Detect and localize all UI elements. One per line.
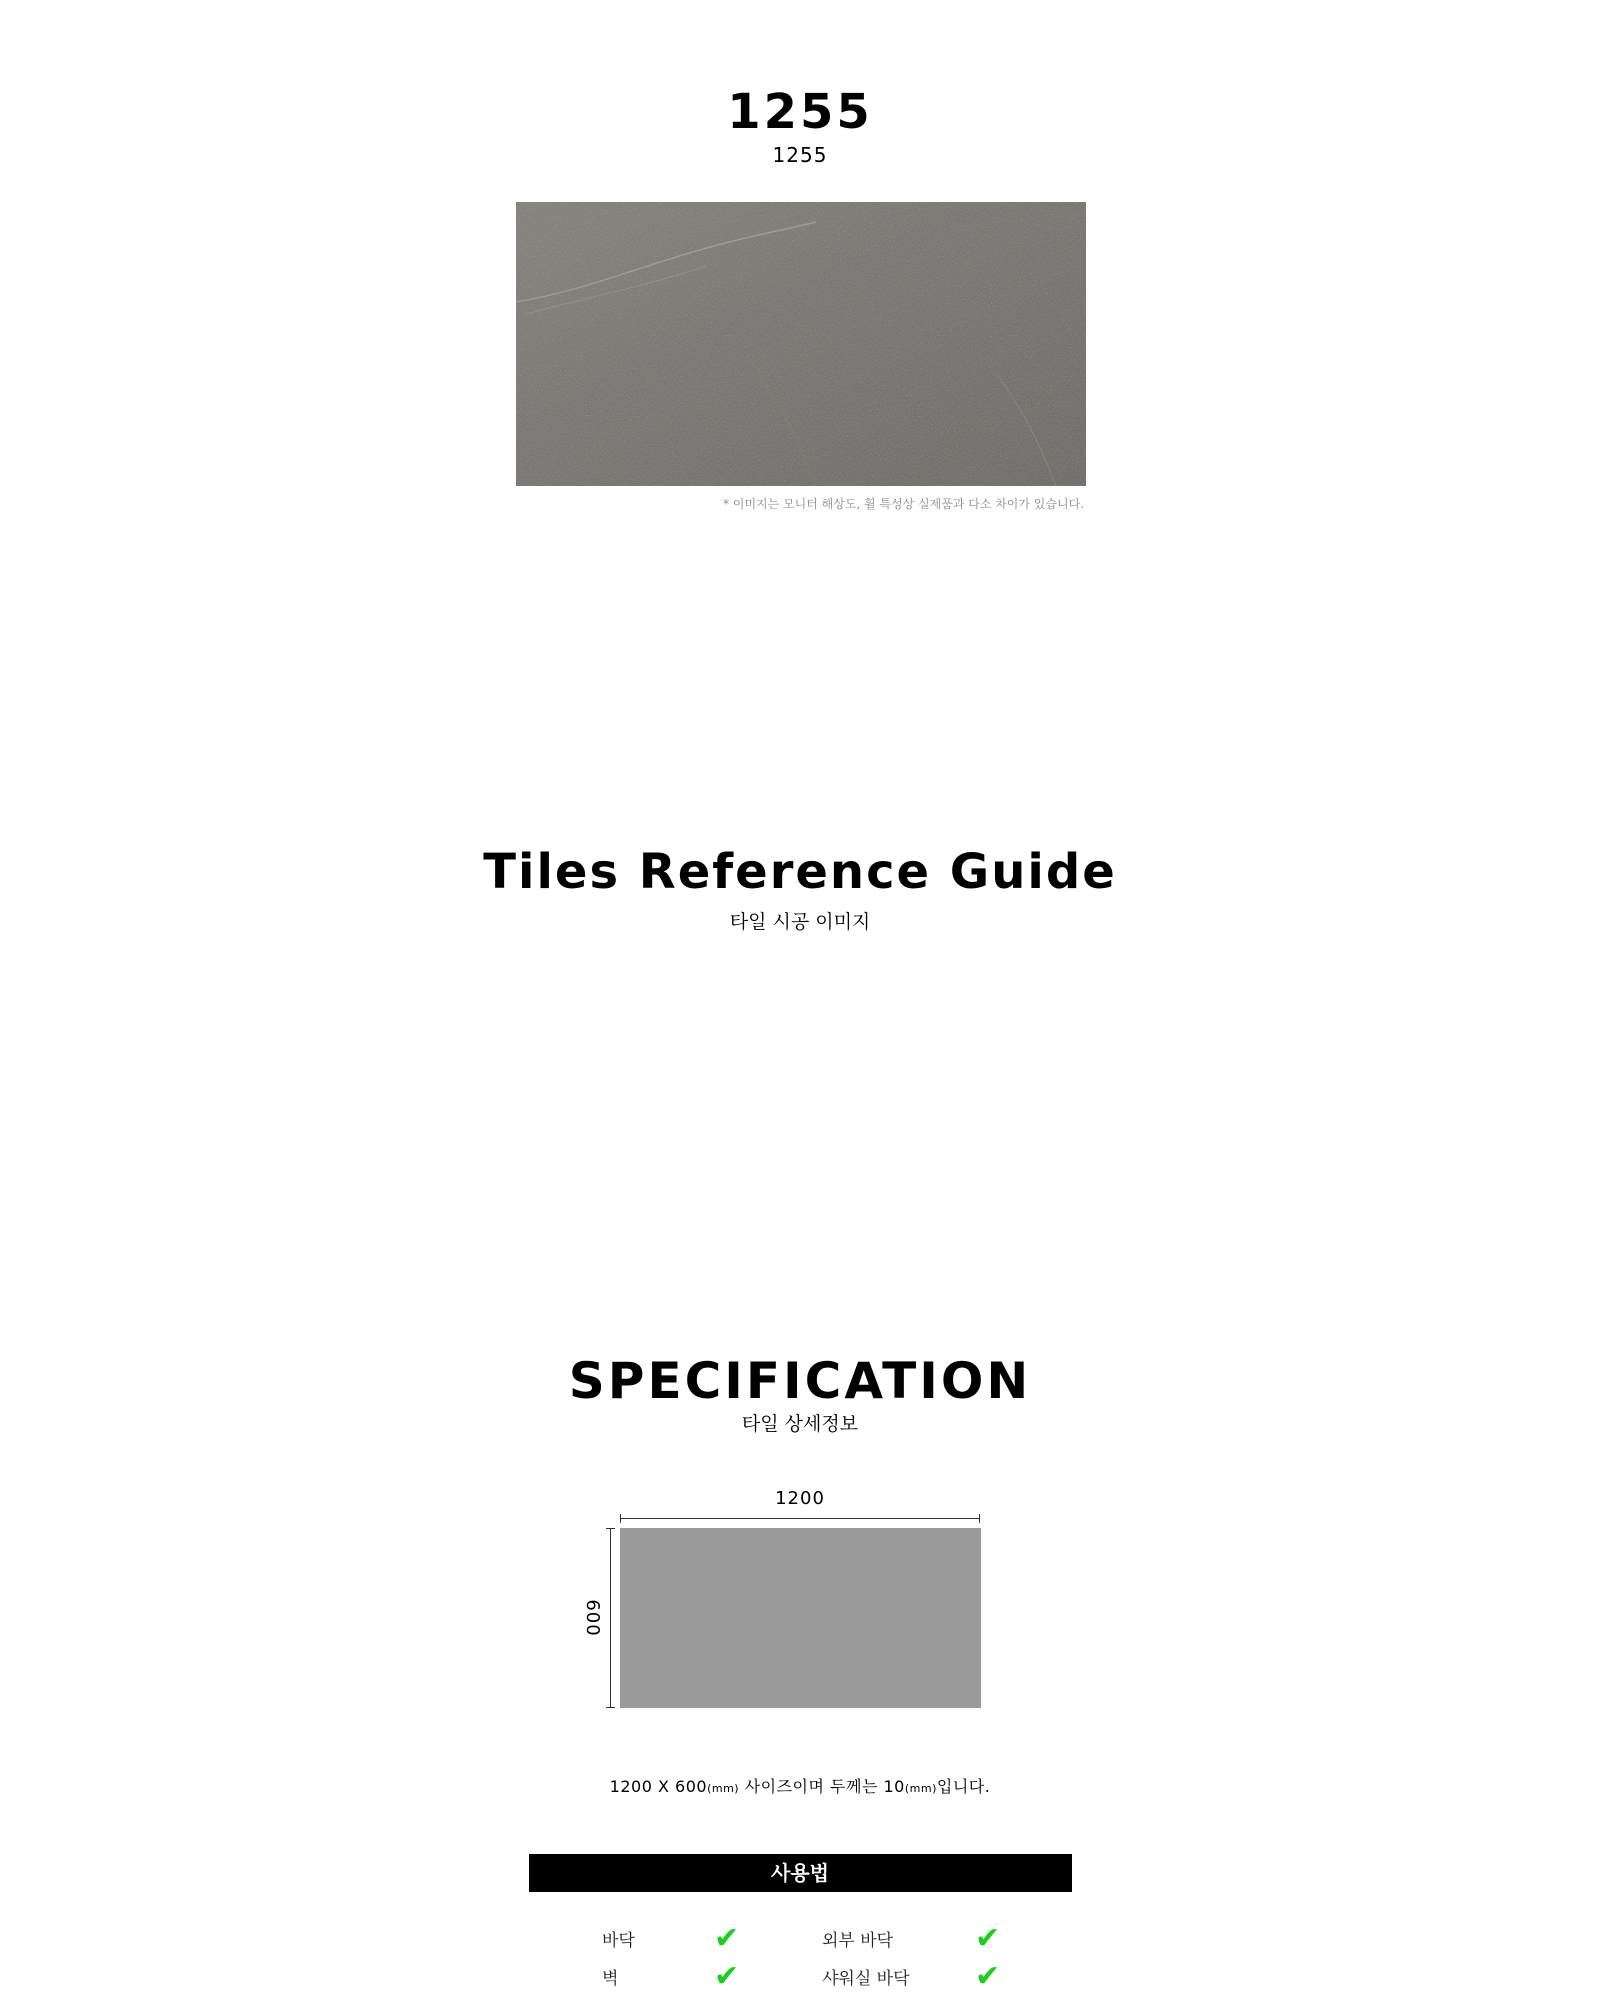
tile-product-image (516, 202, 1086, 486)
spec-thickness-text: 사이즈이며 두께는 10 (739, 1777, 905, 1796)
spec-description (0, 1776, 1600, 1800)
spec-unit-size: (mm) (707, 1782, 740, 1795)
product-title: 1255 (727, 84, 873, 140)
dimension-width-label: 1200 (775, 1488, 825, 1509)
tile-size-diagram (620, 1528, 981, 1708)
dimension-height-label: 600 (582, 1599, 603, 1637)
image-disclaimer: * 이미지는 모니터 해상도, 휠 특성상 실제품과 다소 차이가 있습니다. (723, 497, 1084, 511)
product-subtitle: 1255 (772, 143, 828, 167)
usage-item-floor: 바닥 (602, 1931, 635, 1951)
check-icon: ✔ (714, 1959, 740, 1994)
spec-subtitle: 타일 상세정보 (741, 1413, 859, 1435)
check-icon: ✔ (975, 1921, 1001, 1956)
dimension-height-line (610, 1528, 611, 1708)
usage-item-wall: 벽 (602, 1969, 619, 1989)
usage-item-exterior-floor: 외부 바닥 (822, 1931, 894, 1951)
check-icon: ✔ (714, 1921, 740, 1956)
dimension-width-line (620, 1518, 980, 1519)
spec-unit-thickness: (mm) (904, 1782, 937, 1795)
check-icon: ✔ (975, 1959, 1001, 1994)
spec-title: SPECIFICATION (568, 1352, 1032, 1410)
guide-title: Tiles Reference Guide (483, 844, 1117, 900)
usage-title: 사용법 (771, 1861, 829, 1885)
guide-subtitle: 타일 시공 이미지 (729, 911, 871, 933)
spec-size: 1200 X 600 (609, 1777, 708, 1796)
spec-desc-end: 입니다. (936, 1777, 991, 1796)
usage-item-shower-floor: 샤워실 바닥 (822, 1969, 910, 1989)
